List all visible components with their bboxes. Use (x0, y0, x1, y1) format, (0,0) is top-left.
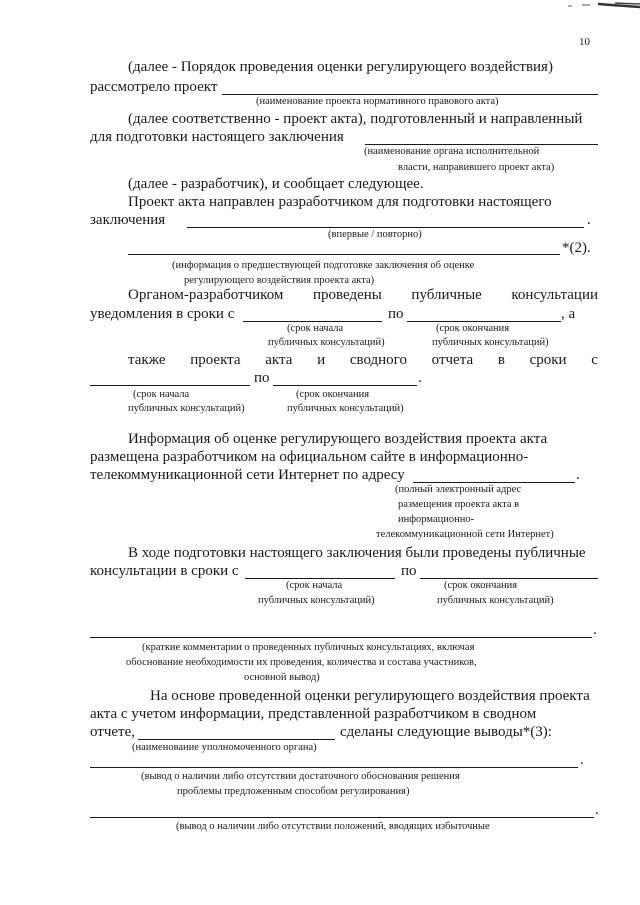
blank-authority (365, 144, 598, 145)
p4-caption3: регулирующего воздействия проекта акта) (184, 275, 375, 286)
p4-line1 (128, 194, 598, 211)
blank-notice-end (407, 321, 561, 322)
p6-line2-text: размещена разработчиком на официальном сайте в информационно- (90, 449, 529, 465)
p1-line2: рассмотрело проект (90, 79, 218, 95)
p5-cap-start2: публичных консультаций) (268, 337, 385, 348)
p11-caption1: (вывод о наличии либо отсутствии положений, вводящих избыточные (176, 821, 490, 832)
p5-l3-w4: и (317, 352, 326, 368)
p9-line1 (150, 688, 598, 705)
p5-cap4-end1: (срок окончания (296, 389, 370, 400)
p6-line1-text: Информация об оценке регулирующего воздействия проекта акта (128, 431, 548, 447)
p4-footnote: *(2). (562, 240, 591, 256)
p6-line3-end: . (576, 467, 580, 483)
blank-conclusion-redundant (90, 817, 594, 818)
p5-cap4-start2: публичных консультаций) (128, 403, 245, 414)
p6-line3: телекоммуникационной сети Интернет по адресу (90, 467, 405, 483)
p9-caption: (наименование уполномоченного органа) (132, 742, 317, 753)
p6-line2 (90, 449, 598, 466)
p3-line1: (далее - разработчик), и сообщает следующее. (128, 176, 424, 192)
p5-w2: проведены (312, 287, 382, 303)
blank-conclusion-justification (90, 767, 578, 768)
p8-caption1: (краткие комментарии о проведенных публичных консультациях, включая (142, 642, 475, 653)
p5-l3-w1: также (128, 352, 166, 368)
p9-line2-text: акта с учетом информации, представленной разработчиком в сводном (90, 706, 537, 722)
blank-url (413, 482, 575, 483)
p4-line2: заключения (90, 212, 166, 228)
p5-cap4-start1: (срок начала (133, 389, 190, 400)
p11-end: . (595, 802, 599, 818)
p4-line1-text: Проект акта направлен разработчиком для подготовки настоящего (128, 194, 552, 210)
p10-caption1: (вывод о наличии либо отсутствии достаточного обоснования решения (141, 771, 460, 782)
p5-l3-w3: акта (265, 352, 293, 368)
p10-end: . (580, 752, 584, 768)
p5-line3 (128, 352, 598, 369)
p5-l3-w5: сводного (349, 352, 407, 368)
p7-cap-end2: публичных консультаций) (437, 595, 554, 606)
p6-caption1: (полный электронный адрес (395, 484, 522, 495)
p2-caption1: (наименование органа исполнительной (364, 146, 540, 157)
p4-line2-end: . (587, 212, 591, 228)
p2-line1: (далее соответственно - проект акта), подготовленный и направленный (128, 111, 583, 127)
blank-consult-start (245, 578, 395, 579)
p8-caption3: основной вывод) (244, 672, 320, 683)
p5-line2-po: по (388, 306, 404, 322)
p5-l3-w6: отчета (431, 352, 474, 368)
blank-notice-start (243, 321, 382, 322)
blank-consult-comments (90, 637, 592, 638)
p5-cap-end2: публичных консультаций) (432, 337, 549, 348)
scan-artifact (560, 0, 640, 14)
p6-caption3: информационно- (398, 514, 475, 525)
p7-cap-start2: публичных консультаций) (258, 595, 375, 606)
p2-caption2: власти, направившего проект акта) (398, 162, 555, 173)
p5-w4: консультации (511, 287, 598, 303)
p5-w3: публичные (411, 287, 482, 303)
page-number: 10 (579, 36, 590, 48)
blank-previous-info (128, 254, 560, 255)
p5-l3-w2: проекта (190, 352, 241, 368)
p5-line4-end: . (418, 370, 422, 386)
blank-draft-end (273, 385, 417, 386)
p1-caption: (наименование проекта нормативного правового акта) (256, 96, 499, 107)
p9-line3-a: отчете, (90, 724, 136, 740)
p10-caption2: проблемы предложенным способом регулирования) (177, 786, 410, 797)
p8-end: . (593, 622, 597, 638)
p7-line2: консультации в сроки с (90, 563, 239, 579)
p5-line1 (128, 287, 598, 304)
p5-line2-end: , а (561, 306, 576, 322)
p9-line2 (90, 706, 598, 723)
p5-cap4-end2: публичных консультаций) (287, 403, 404, 414)
p9-line3-b: сделаны следующие выводы*(3): (340, 724, 552, 740)
p5-w1: Органом-разработчиком (128, 287, 284, 303)
p9-line1-text: На основе проведенной оценки регулирующего воздействия проекта (150, 688, 590, 704)
p5-l3-w9: с (591, 352, 598, 368)
p6-line1 (128, 431, 598, 448)
p4-caption: (впервые / повторно) (328, 229, 422, 240)
p1-line1: (далее - Порядок проведения оценки регулирующего воздействия) (128, 59, 553, 75)
p5-cap-start1: (срок начала (287, 323, 344, 334)
p7-cap-end1: (срок окончания (444, 580, 518, 591)
p5-line4-po: по (254, 370, 270, 386)
p7-line2-po: по (401, 563, 417, 579)
p5-l3-w7: в (497, 352, 505, 368)
blank-first-repeat (187, 227, 584, 228)
p6-caption2: размещения проекта акта в (398, 499, 520, 510)
p4-caption2: (информация о предшествующей подготовке заключения об оценке (172, 260, 475, 271)
p7-cap-start1: (срок начала (286, 580, 343, 591)
p5-line2-a: уведомления в сроки с (90, 306, 235, 322)
blank-draft-start (90, 385, 250, 386)
p5-l3-w8: сроки (529, 352, 567, 368)
p8-caption2: обоснование необходимости их проведения, количества и состава участников, (126, 657, 477, 668)
p6-caption4: телекоммуникационной сети Интернет) (376, 529, 554, 540)
p2-line2: для подготовки настоящего заключения (90, 129, 344, 145)
blank-authorized-body (138, 739, 335, 740)
p5-cap-end1: (срок окончания (436, 323, 510, 334)
p7-line1: В ходе подготовки настоящего заключения были проведены публичные (128, 545, 586, 561)
blank-project-name (222, 94, 598, 95)
blank-consult-end (420, 578, 598, 579)
